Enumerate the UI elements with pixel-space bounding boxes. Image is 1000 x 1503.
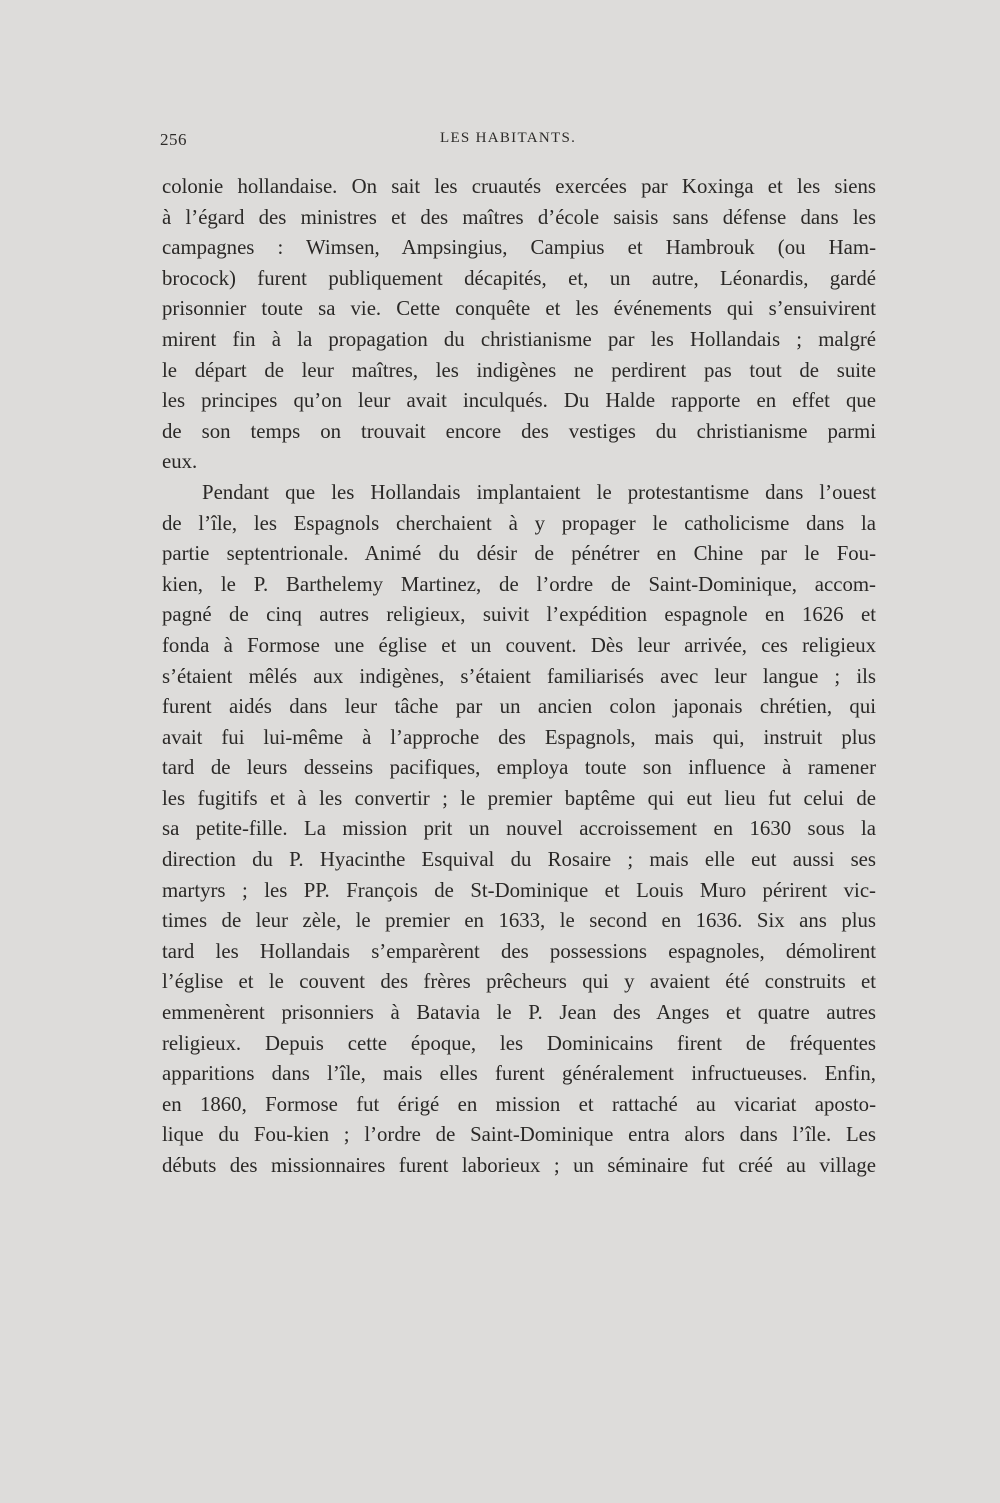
text-line: avait fui lui-même à l’approche des Espagnols, mais qui, instruit plus	[162, 725, 876, 749]
text-line: eux.	[162, 450, 198, 474]
body-text	[162, 172, 876, 1182]
text-line: débuts des missionnaires furent laborieux ; un séminaire fut créé au village	[162, 1154, 876, 1177]
text-line: martyrs ; les PP. François de St-Dominique et Louis Muro périrent vic-	[162, 878, 876, 902]
text-line: colonie hollandaise. On sait les cruautés exercées par Koxinga et les siens	[162, 175, 876, 198]
text-line: religieux. Depuis cette époque, les Dominicains firent de fréquentes	[162, 1031, 876, 1055]
text-line: prisonnier toute sa vie. Cette conquête et les événements qui s’ensuivirent	[162, 297, 876, 321]
text-line: le départ de leur maîtres, les indigènes ne perdirent pas tout de suite	[162, 358, 876, 382]
text-line: l’église et le couvent des frères prêcheurs qui y avaient été construits et	[162, 970, 876, 994]
text-line: partie septentrionale. Animé du désir de pénétrer en Chine par le Fou-	[162, 542, 876, 566]
text-line: lique du Fou-kien ; l’ordre de Saint-Dominique entra alors dans l’île. Les	[162, 1123, 876, 1147]
text-line: kien, le P. Barthelemy Martinez, de l’ordre de Saint-Dominique, accom-	[162, 572, 876, 596]
running-title: LES HABITANTS.	[440, 130, 577, 146]
text-line: tard les Hollandais s’emparèrent des possessions espagnoles, démolirent	[162, 939, 876, 963]
text-line: de l’île, les Espagnols cherchaient à y propager le catholicisme dans la	[162, 511, 876, 535]
text-line: en 1860, Formose fut érigé en mission et rattaché au vicariat aposto-	[162, 1092, 876, 1116]
running-head	[160, 130, 872, 154]
text-line: apparitions dans l’île, mais elles furent généralement infructueuses. Enfin,	[162, 1062, 876, 1086]
paragraph	[162, 478, 876, 1182]
page-number: 256	[160, 130, 187, 149]
text-line: emmenèrent prisonniers à Batavia le P. Jean des Anges et quatre autres	[162, 1001, 876, 1025]
text-line: à l’égard des ministres et des maîtres d’école saisis sans défense dans les	[162, 205, 876, 229]
text-line: les principes qu’on leur avait inculqués. Du Halde rapporte en effet que	[162, 389, 876, 413]
text-line: Pendant que les Hollandais implantaient le protestantisme dans l’ouest	[202, 480, 876, 504]
text-line: les fugitifs et à les convertir ; le premier baptême qui eut lieu fut celui de	[162, 786, 876, 810]
text-line: fonda à Formose une église et un couvent. Dès leur arrivée, ces religieux	[162, 633, 876, 657]
paragraph	[162, 172, 876, 478]
text-line: mirent fin à la propagation du christianisme par les Hollandais ; malgré	[162, 327, 876, 351]
text-line: direction du P. Hyacinthe Esquival du Rosaire ; mais elle eut aussi ses	[162, 848, 876, 872]
text-line: s’étaient mêlés aux indigènes, s’étaient familiarisés avec leur langue ; ils	[162, 664, 876, 688]
text-line: de son temps on trouvait encore des vestiges du christianisme parmi	[162, 419, 876, 443]
text-line: pagné de cinq autres religieux, suivit l’expédition espagnole en 1626 et	[162, 603, 876, 627]
text-line: times de leur zèle, le premier en 1633, le second en 1636. Six ans plus	[162, 909, 876, 933]
text-line: sa petite-fille. La mission prit un nouvel accroissement en 1630 sous la	[162, 817, 876, 841]
text-line: campagnes : Wimsen, Ampsingius, Campius et Hambrouk (ou Ham-	[162, 236, 876, 260]
text-line: furent aidés dans leur tâche par un ancien colon japonais chrétien, qui	[162, 695, 876, 719]
text-line: tard de leurs desseins pacifiques, employa toute son influence à ramener	[162, 756, 876, 780]
text-line: brocock) furent publiquement décapités, et, un autre, Léonardis, gardé	[162, 266, 876, 290]
